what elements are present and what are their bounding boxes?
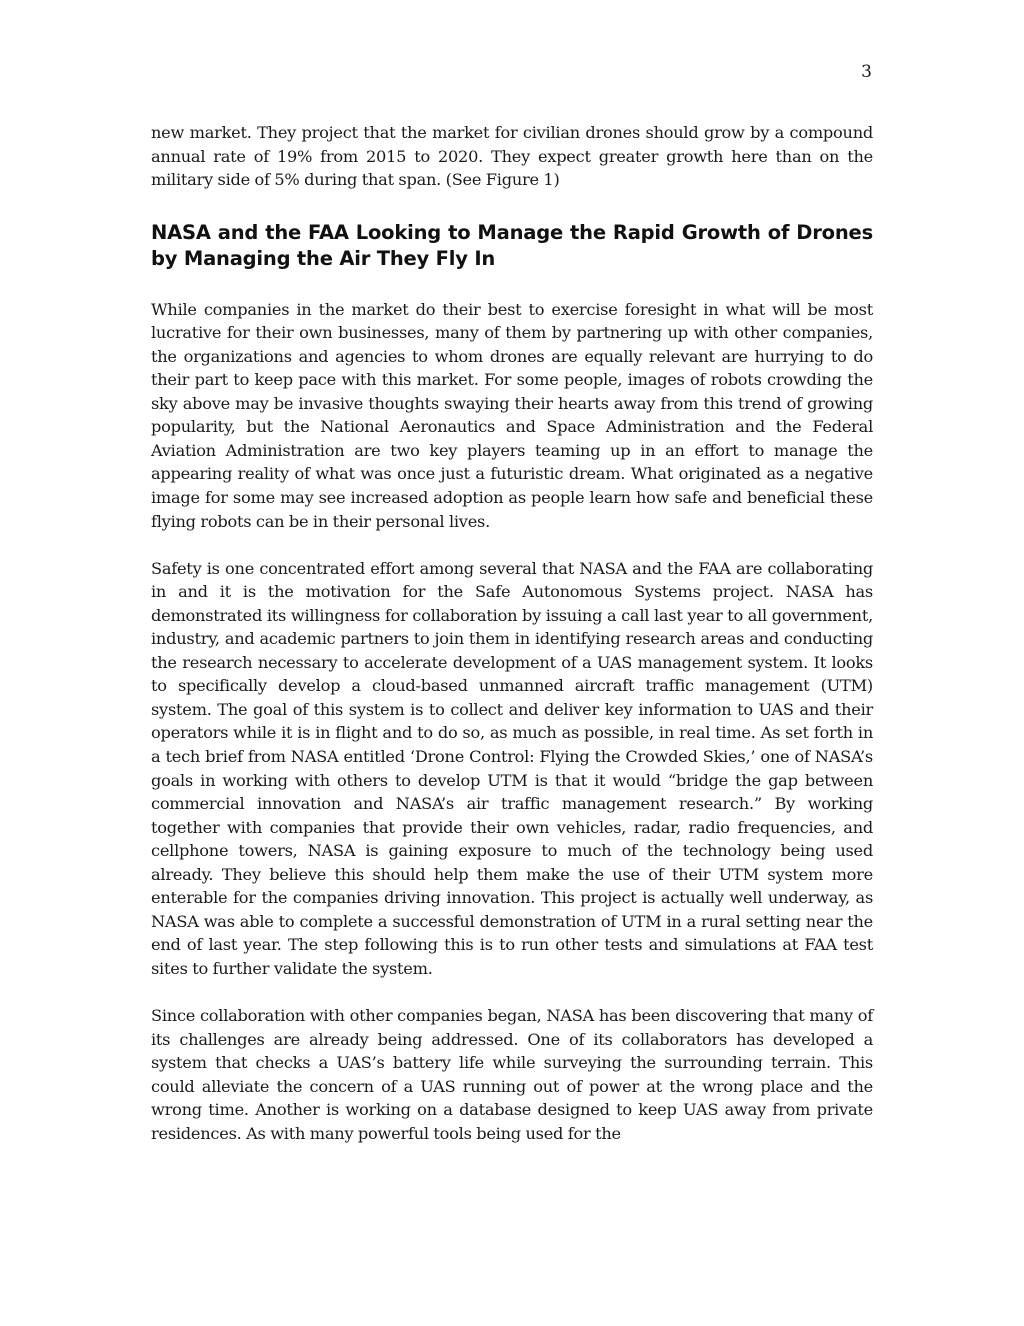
body-paragraph-3: Since collaboration with other companies began, NASA has been discovering that many of its challenges are already being addressed. One of its collaborators has developed a system that checks a UAS’s battery life while surveying the surrounding terrain. This could alleviate the concern of a UAS running out of power at the wrong place and the wrong time. Another is working on a database designed to keep UAS away from private residences. As with many powerful tools being used for the (151, 1005, 873, 1143)
intro-paragraph: new market. They project that the market for civilian drones should grow by a compound annual rate of 19% from 2015 to 2020. They expect greater growth here than on the military side of 5% during that span. (See Figure 1) (151, 123, 873, 190)
body-paragraph-1: While companies in the market do their best to exercise foresight in what will be most lucrative for their own businesses, many of them by partnering up with other companies, the organizations and agencies to whom drones are equally relevant are hurrying to do their part to keep pace with this market. For some people, images of robots crowding the sky above may be invasive thoughts swaying their hearts away from this trend of growing popularity, but the National Aeronautics and Space Administration and the Federal Aviation Administration are two key players teaming up in an effort to manage the appearing reality of what was once just a futuristic dream. What originated as a negative image for some may see increased adoption as people learn how safe and beneficial these flying robots can be in their personal lives. (151, 299, 873, 531)
page-number: 3 (861, 62, 872, 82)
section-heading: NASA and the FAA Looking to Manage the Rapid Growth of Drones by Managing the Air They Fly In (151, 220, 873, 270)
page-content (151, 121, 873, 1169)
body-paragraph-2: Safety is one concentrated effort among several that NASA and the FAA are collaborating in and it is the motivation for the Safe Autonomous Systems project. NASA has demonstrated its willingness for collaboration by issuing a call last year to all government, industry, and academic partners to join them in identifying research areas and conducting the research necessary to accelerate development of a UAS management system. It looks to specifically develop a cloud-based unmanned aircraft traffic management (UTM) system. The goal of this system is to collect and deliver key information to UAS and their operators while it is in flight and to do so, as much as possible, in real time. As set forth in a tech brief from NASA entitled ‘Drone Control: Flying the Crowded Skies,’ one of NASA’s goals in working with others to develop UTM is that it would “bridge the gap between commercial innovation and NASA’s air traffic management research.” By working together with companies that provide their own vehicles, radar, radio frequencies, and cellphone towers, NASA is gaining exposure to much of the technology being used already. They believe this should help them make the use of their UTM system more enterable for the companies driving innovation. This project is actually well underway, as NASA was able to complete a successful demonstration of UTM in a rural setting near the end of last year. The step following this is to run other tests and simulations at FAA test sites to further validate the system. (151, 558, 873, 978)
